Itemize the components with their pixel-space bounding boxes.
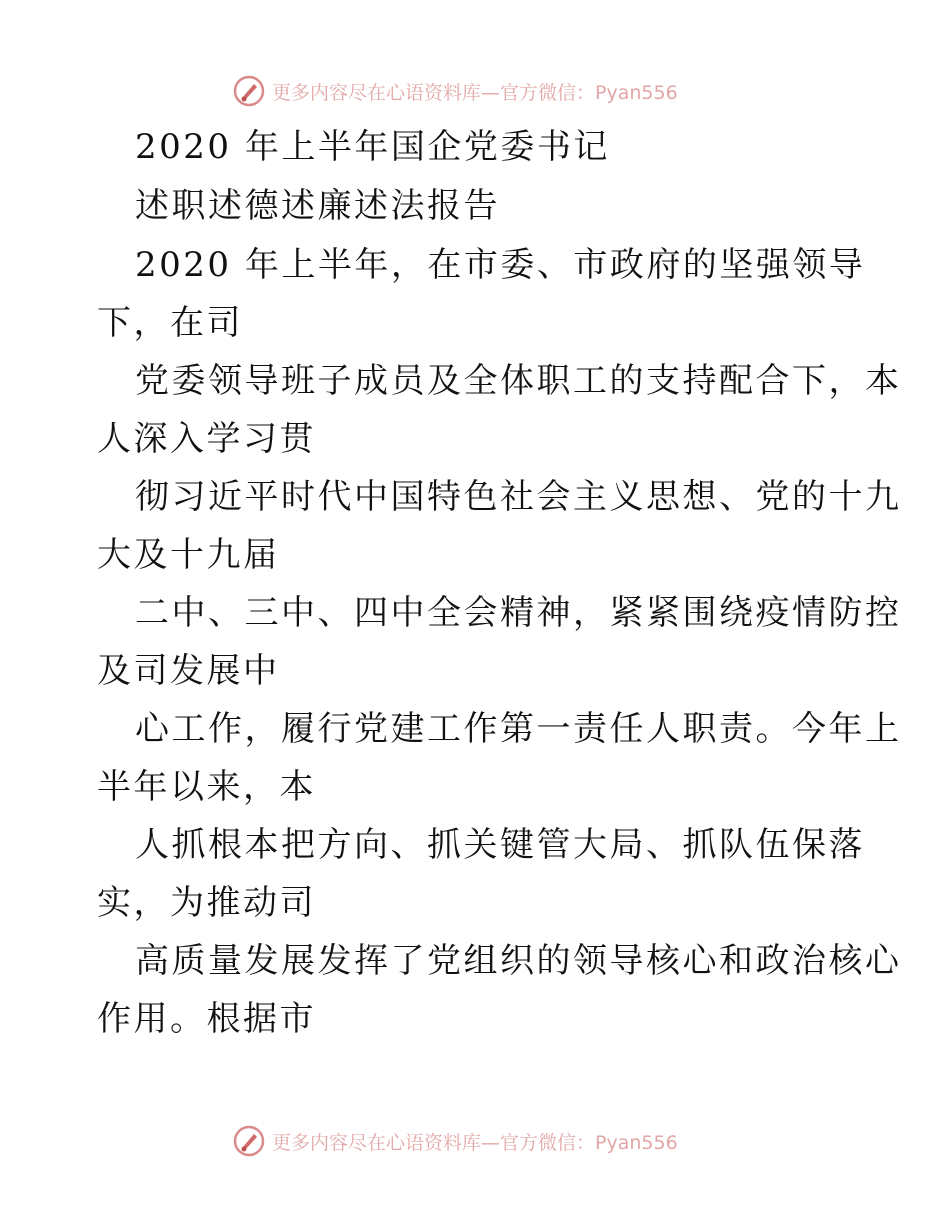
document-title-line-2: 述职述德述廉述法报告 — [135, 186, 500, 226]
paragraph-line: 2020 年上半年，在市委、市政府的坚强领导 — [135, 245, 866, 285]
watermark-text: 更多内容尽在心语资料库—官方微信：Pyan556 — [272, 1131, 678, 1154]
paragraph-line: 彻习近平时代中国特色社会主义思想、党的十九 — [135, 477, 902, 517]
paragraph-line: 人抓根本把方向、抓关键管大局、抓队伍保落 — [135, 825, 865, 865]
paragraph-line: 及司发展中 — [97, 651, 280, 691]
watermark-text: 更多内容尽在心语资料库—官方微信：Pyan556 — [272, 81, 678, 104]
document-title-line-1: 2020 年上半年国企党委书记 — [135, 127, 610, 167]
paragraph-line: 心工作，履行党建工作第一责任人职责。今年上 — [135, 709, 902, 749]
watermark-footer — [232, 1121, 752, 1161]
paragraph-line: 作用。根据市 — [97, 999, 316, 1039]
pen-nib-seal-icon — [232, 74, 266, 108]
paragraph-line: 人深入学习贯 — [97, 419, 316, 459]
paragraph-line: 实，为推动司 — [97, 883, 316, 923]
paragraph-line: 高质量发展发挥了党组织的领导核心和政治核心 — [135, 941, 902, 981]
paragraph-line: 二中、三中、四中全会精神，紧紧围绕疫情防控 — [135, 593, 902, 633]
pen-nib-seal-icon — [232, 1124, 266, 1158]
paragraph-line: 党委领导班子成员及全体职工的支持配合下，本 — [135, 361, 902, 401]
paragraph-line: 大及十九届 — [97, 535, 280, 575]
paragraph-line: 下，在司 — [97, 303, 243, 343]
watermark-header — [232, 71, 752, 111]
paragraph-line: 半年以来，本 — [97, 767, 316, 807]
